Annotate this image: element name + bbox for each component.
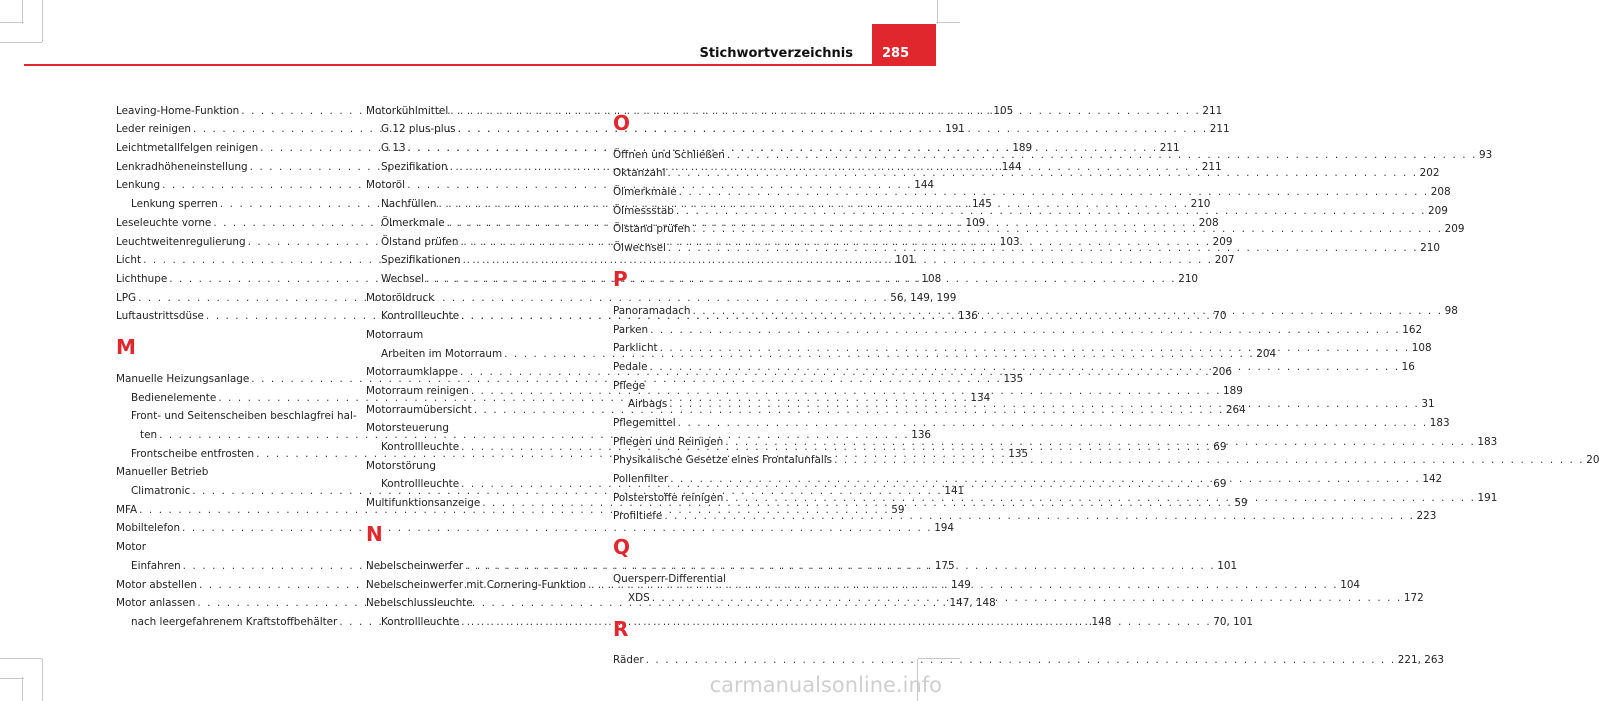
index-entry-pages: 210 xyxy=(1190,198,1211,211)
index-entry-heading: Motoröl xyxy=(366,179,406,192)
index-entry-term: Physikalische Gesetze eines Frontalunfalls xyxy=(613,454,833,467)
index-entry-pages: 210 xyxy=(1420,242,1440,255)
index-entry-pages: 135 xyxy=(1003,372,1024,385)
index-entry-pages: 20 xyxy=(1586,454,1599,467)
index-entry-term: Mobiltelefon xyxy=(116,522,181,535)
index-entry-term: Kontrollleuchte xyxy=(381,478,460,491)
index-entry-pages: 204 xyxy=(1256,347,1277,360)
index-entry-term: Manuelle Heizungsanlage xyxy=(116,372,250,385)
index-entry-pages: 207 xyxy=(1214,254,1235,267)
index-entry-term: Spezifikation xyxy=(381,160,448,173)
index-entry-term: Luftaustrittsdüse xyxy=(116,310,204,323)
index-entry-pages: 264 xyxy=(1225,403,1246,416)
index-entry-pages: 183 xyxy=(1477,435,1498,448)
index-entry-pages: 101 xyxy=(895,254,916,267)
index-entry-term: Spezifikationen xyxy=(381,254,461,267)
index-entry-pages: 206 xyxy=(1212,366,1233,379)
index-entry-term: Kontrollleuchte xyxy=(381,615,460,628)
crop-mark xyxy=(42,659,43,701)
index-entry-term: Pflegemittel xyxy=(613,416,676,429)
index-entry-pages: 69 xyxy=(1213,478,1227,491)
index-entry-pages: 142 xyxy=(1422,473,1443,485)
index-entry-pages: 223 xyxy=(1416,510,1437,523)
dot-leader xyxy=(691,305,1445,318)
index-entry-pages: 93 xyxy=(1479,148,1493,161)
index-entry-heading: Motor xyxy=(116,541,147,554)
index-entry-term: XDS xyxy=(628,591,650,604)
index-entry-pages: 147, 148 xyxy=(949,597,996,610)
dot-leader xyxy=(676,417,1430,430)
index-entry-term: nach leergefahrenem Kraftstoffbehälter xyxy=(131,615,338,628)
index-entry-pages: 209 xyxy=(1444,223,1465,236)
index-entry-pages: 209 xyxy=(1428,204,1448,217)
index-entry xyxy=(613,649,1445,668)
index-entry-term: Oktanzahl xyxy=(613,167,666,180)
index-entry-term: Kontrollleuchte xyxy=(381,310,460,323)
crop-mark xyxy=(22,0,23,24)
index-entry-term: Pflegen und Reinigen xyxy=(613,435,724,448)
dot-leader xyxy=(648,324,1402,337)
index-entry-heading: Front- und Seitenscheiben beschlagfrei hal- xyxy=(131,410,357,423)
index-entry-term: Öffnen und Schließen xyxy=(613,148,725,161)
index-entry-heading: Motorstörung xyxy=(366,459,436,472)
dot-leader xyxy=(725,149,1479,162)
dot-leader xyxy=(650,592,1404,605)
index-entry-term: Nebelscheinwerfer xyxy=(366,559,464,572)
index-entry-pages: 31 xyxy=(1421,398,1435,411)
index-entry-heading: Quersperr-Differential xyxy=(613,573,726,586)
index-entry-pages: 144 xyxy=(914,179,935,192)
index-entry-term: Profiltiefe xyxy=(613,510,663,523)
index-entry-pages: 208 xyxy=(1198,216,1219,229)
index-entry-heading: Motoröldruck xyxy=(366,291,435,304)
index-entry-pages: 209 xyxy=(1212,235,1233,248)
index-entry-term: ten xyxy=(140,429,158,441)
crop-mark xyxy=(937,0,938,24)
dot-leader xyxy=(644,654,1398,667)
index-entry-term: Leaving-Home-Funktion xyxy=(116,104,240,117)
index-entry-pages: 141 xyxy=(944,485,965,498)
index-entry-term: Nachfüllen xyxy=(381,198,437,211)
index-entry-pages: 109 xyxy=(965,216,986,229)
index-entry-pages: 175 xyxy=(934,559,955,572)
index-entry-pages: 59 xyxy=(1234,497,1248,510)
dot-leader xyxy=(723,492,1477,505)
crop-mark xyxy=(42,0,43,42)
index-entry-heading: Nebelschlussleuchte xyxy=(366,597,473,610)
index-entry xyxy=(116,517,955,536)
index-letter-heading: M xyxy=(116,335,136,360)
index-entry-term: G 13 xyxy=(381,142,406,155)
index-entry-pages: 108 xyxy=(1411,342,1432,355)
index-entry-term: Parken xyxy=(613,323,649,336)
index-entry-term: Pollenfilter xyxy=(613,473,669,485)
index-entry-term: Ölmerkmale xyxy=(613,186,677,199)
index-entry-term: LPG xyxy=(116,291,137,304)
index-entry-term: Motorkühlmittel xyxy=(366,104,449,117)
index-entry-term: Kontrollleuchte xyxy=(381,441,460,454)
index-entry-term: Nebelscheinwerfer mit Cornering-Funktion xyxy=(366,578,587,591)
index-entry-pages: 101 xyxy=(1217,559,1238,572)
page-number: 285 xyxy=(882,46,910,61)
index-entry-term: Parklicht xyxy=(613,342,658,355)
index-entry-pages: 162 xyxy=(1402,323,1423,336)
index-entry-pages: 70, 101 xyxy=(1213,615,1253,628)
index-entry-term: Motor abstellen xyxy=(116,578,197,591)
index-entry-term: Motorraum reinigen xyxy=(366,385,469,397)
index-entry-pages: 144 xyxy=(1001,160,1022,173)
index-entry-term: Arbeiten im Motorraum xyxy=(381,347,503,360)
crop-mark xyxy=(0,22,24,23)
header-rule xyxy=(24,64,936,66)
dot-leader xyxy=(674,205,1428,218)
index-entry-term: Räder xyxy=(613,654,644,667)
index-entry-pages: 98 xyxy=(1444,304,1458,317)
index-entry-pages: 69 xyxy=(1213,441,1227,454)
index-entry-term: Pedale xyxy=(613,360,648,373)
index-entry-pages: 191 xyxy=(1477,491,1498,504)
index-entry-pages: 210 xyxy=(1178,272,1199,285)
index-entry-pages: 194 xyxy=(934,522,955,535)
watermark: carmanualsonline.info xyxy=(709,673,942,697)
index-entry-term: Leder reinigen xyxy=(116,123,191,136)
index-entry-term: Frontscheibe entfrosten xyxy=(131,447,255,460)
index-entry-heading: Manueller Betrieb xyxy=(116,466,209,479)
index-entry-term: Ölstand prüfen xyxy=(613,223,691,236)
crop-mark xyxy=(0,658,42,659)
index-entry-pages: 104 xyxy=(1340,578,1361,591)
crop-mark xyxy=(0,42,42,43)
index-entry-pages: 221, 263 xyxy=(1397,654,1445,667)
dot-leader xyxy=(658,342,1412,355)
index-entry-term: Lenkung sperren xyxy=(131,198,218,211)
index-entry-heading: Motorsteuerung xyxy=(366,422,449,435)
index-entry-term: Bedienelemente xyxy=(131,391,217,404)
index-entry-term: Leseleuchte vorne xyxy=(116,216,212,229)
index-entry-term: Leichtmetallfelgen reinigen xyxy=(116,142,259,155)
index-letter-heading: R xyxy=(613,616,629,641)
index-entry-pages: 189 xyxy=(1012,142,1033,155)
index-entry-term: MFA xyxy=(116,503,138,516)
dot-leader xyxy=(723,436,1477,449)
dot-leader xyxy=(832,454,1586,467)
index-entry-term: Motorraumübersicht xyxy=(366,403,472,416)
index-entry-pages: 103 xyxy=(999,235,1020,248)
index-entry-pages: 135 xyxy=(1008,447,1029,460)
index-entry-heading: Motorraum xyxy=(366,328,424,341)
index-entry-pages: 211 xyxy=(1159,142,1180,155)
dot-leader xyxy=(662,510,1416,523)
index-entry-pages: 136 xyxy=(958,310,978,323)
index-entry-term: Lichthupe xyxy=(116,272,168,285)
index-letter-heading: P xyxy=(613,267,628,292)
index-entry-pages: 208 xyxy=(1430,186,1451,199)
index-entry-term: Polsterstoffe reinigen xyxy=(613,491,724,504)
dot-leader xyxy=(691,223,1445,236)
index-entry xyxy=(613,411,1450,430)
index-entry-pages: 148 xyxy=(1091,615,1112,628)
index-entry-term: Lenkradhöheneinstellung xyxy=(116,160,248,173)
index-entry-term: Ölmessstab xyxy=(613,204,674,217)
index-entry-term: Multifunktionsanzeige xyxy=(366,497,481,510)
index-entry xyxy=(613,318,1423,337)
index-entry-term: G 12 plus-plus xyxy=(381,123,456,136)
index-entry-term: Ölstand prüfen xyxy=(381,235,459,248)
index-entry-pages: 105 xyxy=(993,104,1014,117)
index-entry-term: Licht xyxy=(116,254,142,267)
index-entry-pages: 70 xyxy=(1213,310,1227,323)
index-entry-pages: 59 xyxy=(891,503,905,516)
index-entry-pages: 145 xyxy=(972,198,992,211)
index-entry-term: Lenkung xyxy=(116,179,161,192)
index-letter-heading: Q xyxy=(613,535,631,560)
index-entry-pages: 136 xyxy=(911,429,932,441)
index-letter-heading: O xyxy=(613,111,631,135)
index-letter-heading: N xyxy=(366,522,383,547)
index-entry-pages: 211 xyxy=(1209,123,1230,136)
dot-leader xyxy=(666,167,1420,180)
index-entry-pages: 108 xyxy=(921,272,942,285)
dot-leader xyxy=(666,242,1420,255)
index-entry-term: Ölmerkmale xyxy=(381,216,445,229)
crop-mark xyxy=(936,22,960,23)
index-entry-pages: 183 xyxy=(1429,416,1450,429)
index-entry-pages: 134 xyxy=(970,391,991,404)
index-entry-pages: 56, 149, 199 xyxy=(890,291,957,304)
index-entry-term: Einfahren xyxy=(131,559,181,572)
crop-mark xyxy=(0,678,24,679)
index-entry-pages: 211 xyxy=(1202,104,1223,117)
index-entry-pages: 16 xyxy=(1401,360,1415,373)
index-entry-pages: 191 xyxy=(945,123,965,136)
index-entry-heading: Pflege xyxy=(613,379,646,392)
index-entry-term: Wechsel xyxy=(381,272,425,285)
dot-leader xyxy=(677,186,1431,199)
index-entry-pages: 202 xyxy=(1419,167,1440,180)
index-entry-term: Motorraumklappe xyxy=(366,366,459,379)
index-entry-pages: 172 xyxy=(1403,591,1424,604)
index-entry-term: Leuchtweitenregulierung xyxy=(116,235,246,248)
index-entry-pages: 149 xyxy=(951,578,971,591)
index-entry-term: Panoramadach xyxy=(613,304,691,317)
dot-leader xyxy=(667,398,1421,411)
dot-leader xyxy=(648,361,1402,374)
section-title: Stichwortverzeichnis xyxy=(699,46,853,61)
index-entry-term: Motor anlassen xyxy=(116,597,196,610)
index-entry-term: Airbags xyxy=(628,398,668,411)
index-entry-pages: 211 xyxy=(1201,160,1222,173)
index-entry-term: Climatronic xyxy=(131,485,191,498)
index-entry-term: Ölwechsel xyxy=(613,242,666,255)
dot-leader xyxy=(668,473,1422,486)
index-entry-pages: 189 xyxy=(1223,385,1243,397)
crop-mark xyxy=(22,677,23,701)
